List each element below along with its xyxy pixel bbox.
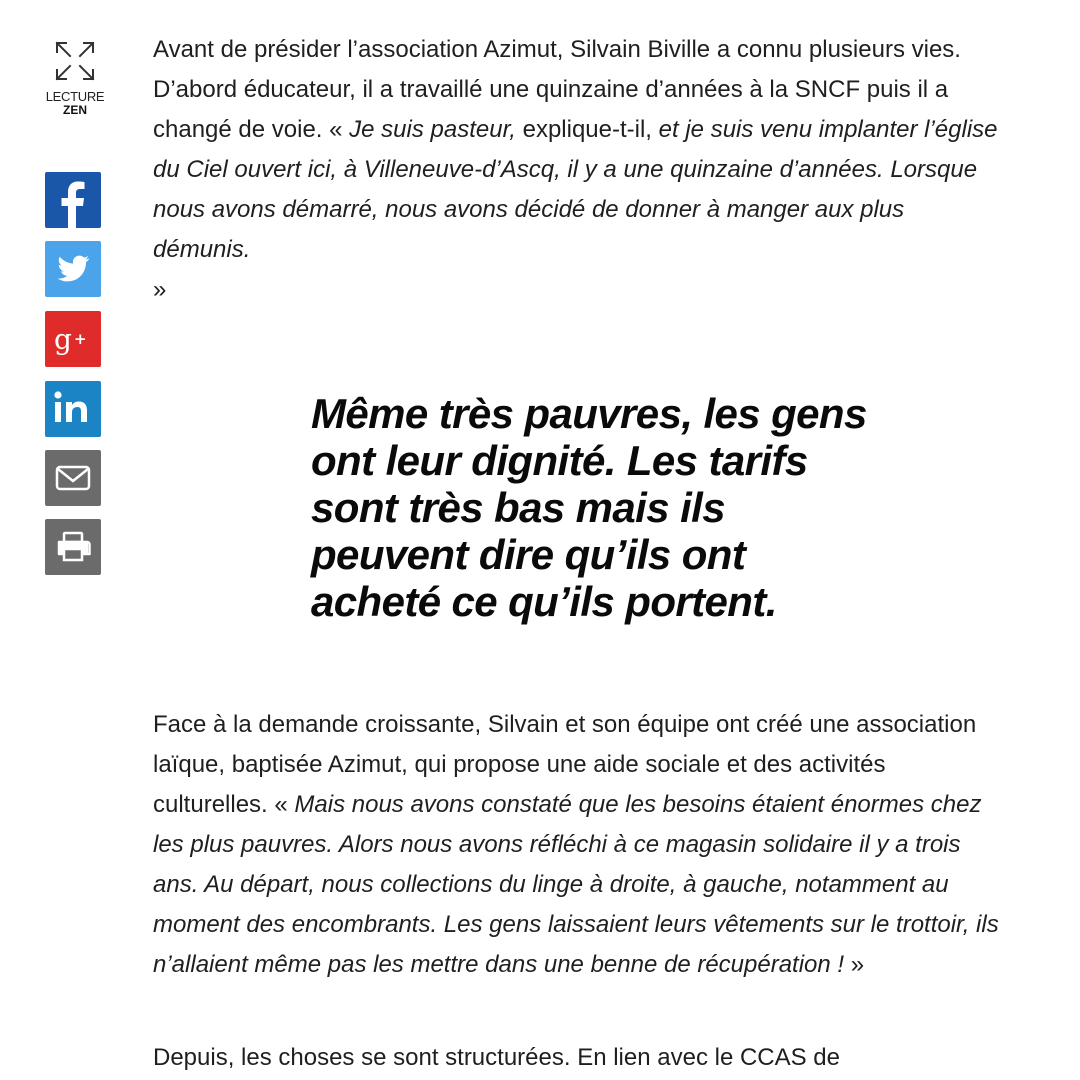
svg-text:g: g bbox=[54, 323, 72, 356]
p1-text-1: Avant de présider l’association Azimut, Silvain Biville a connu plusieurs vies. D’abord éducateur, il a travaillé une quinzaine d’années à la SNCF puis il a changé de voie. « bbox=[153, 36, 961, 143]
zen-label-line1: LECTURE bbox=[45, 89, 105, 104]
printer-icon bbox=[45, 519, 101, 575]
paragraph-3: Depuis, les choses se sont structurées. En lien avec le CCAS de bbox=[153, 1044, 840, 1071]
p2-quote-close: » bbox=[850, 951, 865, 978]
pull-quote: Même très pauvres, les gens ont leur dignité. Les tarifs sont très bas mais ils peuvent dire qu’ils ont acheté ce qu’ils portent. bbox=[311, 390, 867, 625]
email-share-button[interactable] bbox=[45, 450, 101, 506]
linkedin-icon bbox=[45, 381, 101, 437]
facebook-share-button[interactable] bbox=[45, 172, 101, 228]
p2-text-1: Face à la demande croissante, Silvain et son équipe ont créé une association laïque, baptisée Azimut, qui propose une aide sociale et des activités culturelles. « bbox=[153, 711, 977, 818]
mail-icon bbox=[45, 450, 101, 506]
facebook-icon bbox=[45, 172, 101, 228]
expand-arrows-icon bbox=[40, 38, 110, 84]
paragraph-2 bbox=[153, 705, 1003, 985]
p2-quote-1: Mais nous avons constaté que les besoins étaient énormes chez les plus pauvres. Alors nous avons réfléchi à ce magasin solidaire il y a trois ans. Au départ, nous collections du linge à droite, à gauche, notamment au moment des encombrants. Les gens laissaient leurs vêtements sur le trottoir, ils n’allaient même pas les mettre dans une benne de récupération ! bbox=[153, 791, 999, 978]
p1-quote-1: Je suis pasteur, bbox=[349, 116, 516, 143]
google-plus-share-button[interactable] bbox=[45, 311, 101, 367]
svg-text:+: + bbox=[74, 330, 87, 348]
p1-text-2: explique-t-il, bbox=[515, 116, 659, 143]
p1-quote-2: et je suis venu implanter l’église du Ciel ouvert ici, à Villeneuve-d’Ascq, il y a une quinzaine d’années. Lorsque nous avons démarré, nous avons décidé de donner à manger aux plus démunis. bbox=[153, 116, 998, 263]
p1-quote-close: » bbox=[153, 276, 167, 303]
linkedin-share-button[interactable] bbox=[45, 381, 101, 437]
print-button[interactable] bbox=[45, 519, 101, 575]
zen-label-line2: ZEN bbox=[63, 103, 87, 117]
twitter-icon bbox=[45, 241, 101, 297]
twitter-share-button[interactable] bbox=[45, 241, 101, 297]
zen-reading-button[interactable] bbox=[40, 38, 110, 116]
paragraph-1 bbox=[153, 30, 1003, 310]
google-plus-icon bbox=[45, 311, 101, 367]
